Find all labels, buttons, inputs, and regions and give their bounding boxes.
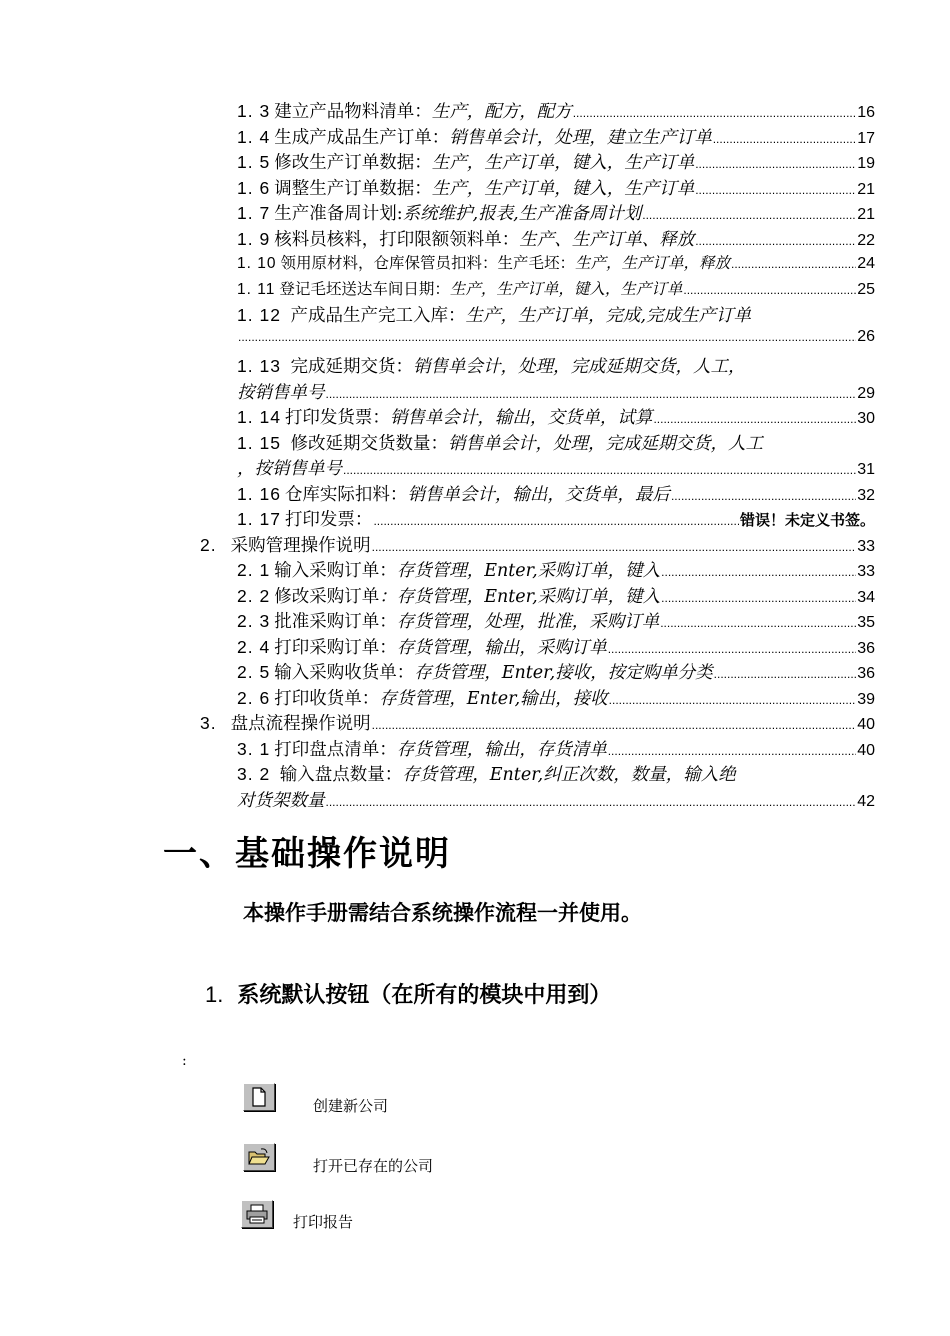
toc-page: 35 <box>857 614 875 631</box>
toc-number: 3. <box>200 713 217 733</box>
toc-leader <box>653 412 856 426</box>
toc-path: 存货管理，Enter,纠正次数，数量，输入绝 <box>402 765 736 785</box>
toc-leader <box>671 489 856 503</box>
toc-label: 打印发货票： <box>284 408 390 428</box>
toc-page: 24 <box>857 255 875 272</box>
toc-label: 输入盘点数量： <box>274 765 403 785</box>
toc-page: 17 <box>857 129 875 147</box>
toc-label: 批准采购订单： <box>274 612 397 632</box>
toc-page: 32 <box>857 486 875 504</box>
toc-leader <box>372 718 857 732</box>
toc-number: 2. 2 <box>237 585 271 606</box>
toc-page: 31 <box>857 461 875 478</box>
toc-entry-2-1[interactable] <box>0 557 950 583</box>
toc-label: 领用原材料，仓库保管员扣料：生产毛坯： <box>280 254 575 272</box>
toc-label: 仓库实际扣料： <box>284 484 408 505</box>
toc-path: ：存货管理，Enter,采购订单，键入 <box>379 586 661 607</box>
toc-label: 盘点流程操作说明 <box>230 714 371 734</box>
toc-page: 34 <box>857 588 875 606</box>
toc-page: 25 <box>857 280 875 298</box>
toc-entry-1-6[interactable] <box>0 175 950 201</box>
toc-label: 输入采购收货单： <box>274 663 415 683</box>
toc-page: 36 <box>857 665 875 682</box>
toc-label: 完成延期交货： <box>284 357 413 377</box>
toc-path: 存货管理，Enter,输出，接收 <box>379 688 608 709</box>
toc-entry-1-10[interactable] <box>0 251 950 277</box>
toc-number: 3. 2 <box>237 764 271 784</box>
toc-page: 33 <box>857 537 875 555</box>
toolbar-label: 创建新公司 <box>313 1097 389 1115</box>
toc-leader <box>714 667 857 681</box>
toc-leader <box>608 642 857 656</box>
toolbar-label: 打开已存在的公司 <box>313 1157 434 1175</box>
toc-label: 登记毛坯送达车间日期： <box>279 279 450 298</box>
section-heading <box>205 978 611 1009</box>
toc-path: 系统维护,报表,生产准备周计划 <box>402 204 642 224</box>
colon-mark: : <box>182 1053 187 1069</box>
toc-leader <box>608 744 857 758</box>
toc-label: 打印发票： <box>284 510 373 530</box>
toc-page: 16 <box>857 104 875 121</box>
section-title: 系统默认按钮（在所有的模块中用到） <box>237 983 612 1008</box>
toc-path-continued: 按销售单号 <box>237 382 325 403</box>
toc-number: 2. 6 <box>237 687 271 708</box>
toc-entry-3-1[interactable] <box>0 736 950 762</box>
toc-label: 修改生产订单数据： <box>274 153 432 173</box>
toc-path: 存货管理，输出，存货清单 <box>396 739 607 760</box>
toc-number: 1. 7 <box>237 203 271 223</box>
toc-number: 2. 4 <box>237 636 271 657</box>
toc-number: 2. 1 <box>237 560 271 580</box>
section-number: 1. <box>205 982 224 1007</box>
toc-entry-2-5[interactable] <box>0 659 950 685</box>
open-folder-icon[interactable] <box>243 1143 275 1171</box>
toc-path: 生产，生产订单，键入，生产订单 <box>431 153 695 173</box>
toc-entry-3-2[interactable] <box>0 761 950 812</box>
toc-path: 销售单会计，输出，交货单，试算 <box>389 408 653 428</box>
toc-number: 1. 9 <box>237 228 271 249</box>
toc-path: 存货管理，Enter,采购订单，键入 <box>396 561 661 581</box>
toc-leader <box>238 330 856 344</box>
toc-leader <box>661 565 856 579</box>
toc-number: 1. 15 <box>237 432 281 453</box>
toc-number: 1. 16 <box>237 483 281 504</box>
toc-entry-2-6[interactable] <box>0 685 950 711</box>
toc-entry-1-9[interactable] <box>0 226 950 252</box>
toc-number: 1. 13 <box>237 356 281 376</box>
toc-path-continued: 对货架数量 <box>237 790 325 811</box>
toc-leader <box>372 540 857 554</box>
toc-entry-1-13[interactable] <box>0 353 950 404</box>
new-document-icon[interactable] <box>243 1083 275 1111</box>
toc-entry-1-7[interactable] <box>0 200 950 226</box>
toc-entry-1-4[interactable] <box>0 124 950 150</box>
toc-path: 生产、生产订单、释放 <box>519 229 695 250</box>
toc-number: 2. 5 <box>237 662 271 682</box>
toc-entry-1-5[interactable] <box>0 149 950 175</box>
toc-number: 1. 6 <box>237 177 271 198</box>
printer-icon[interactable] <box>241 1200 273 1228</box>
toc-leader <box>683 283 856 297</box>
toc-path: 销售单会计，输出，交货单，最后 <box>407 484 670 505</box>
toc-label: 打印采购订单： <box>274 637 397 658</box>
toc-entry-2-3[interactable] <box>0 608 950 634</box>
toc-entry-1-11[interactable] <box>0 277 950 303</box>
toc-path: 存货管理，Enter,接收，按定购单分类 <box>414 663 713 683</box>
toc-number: 1. 14 <box>237 407 281 427</box>
toc-entry-3[interactable] <box>0 710 950 736</box>
toc-path: 生产，生产订单，完成,完成生产订单 <box>465 306 752 326</box>
toc-entry-1-3[interactable] <box>0 98 950 124</box>
toc-number: 1. 5 <box>237 152 271 172</box>
toc-path: 存货管理，输出，采购订单 <box>396 637 607 658</box>
toc-page: 22 <box>857 231 875 249</box>
toc-leader <box>695 183 856 197</box>
toc-entry-1-15[interactable] <box>0 430 950 481</box>
toc-entry-1-12[interactable] <box>0 302 950 353</box>
toc-number: 1. 12 <box>237 305 281 325</box>
toc-label: 修改采购订单 <box>274 586 380 607</box>
intro-text: 本操作手册需结合系统操作流程一并使用。 <box>243 901 642 925</box>
toc-page: 39 <box>857 690 875 708</box>
toc-label: 核料员核料，打印限额领料单： <box>274 229 520 250</box>
toc-leader <box>661 591 856 605</box>
toc-leader <box>713 132 857 146</box>
toc-page: 42 <box>857 792 875 810</box>
toc-page: 33 <box>857 563 875 580</box>
toc-label: 修改延期交货数量： <box>284 433 448 454</box>
toc-leader <box>573 106 857 120</box>
toc-label: 打印盘点清单： <box>274 739 397 760</box>
toc-number: 3. 1 <box>237 738 271 759</box>
toc-number: 2. <box>200 534 217 555</box>
toc-entry-1-14[interactable] <box>0 404 950 430</box>
toc-leader <box>609 693 857 707</box>
toc-number: 1. 17 <box>237 509 281 529</box>
toc-path: 生产，生产订单，键入，生产订单 <box>431 178 695 199</box>
toc-page: 30 <box>857 410 875 427</box>
toc-number: 1. 10 <box>237 255 277 272</box>
toc-path: 生产，生产订单，键入，生产订单 <box>449 279 683 298</box>
toc-error-bookmark: 错误！未定义书签。 <box>739 511 875 529</box>
toc-page: 40 <box>857 716 875 733</box>
toc-entry-2[interactable] <box>0 532 950 558</box>
toolbar-label: 打印报告 <box>293 1213 354 1231</box>
toc-path-continued: ，按销售单号 <box>237 459 342 479</box>
toc-leader <box>642 208 856 222</box>
toc-number: 1. 4 <box>237 126 271 147</box>
toc-page: 40 <box>857 741 875 759</box>
toc-path: 生产，配方，配方 <box>431 102 572 122</box>
toc-leader <box>326 387 857 401</box>
toc-number: 1. 11 <box>237 280 276 298</box>
toc-page: 36 <box>857 639 875 657</box>
toc-path: 销售单会计，处理，完成延期交货，人工， <box>413 357 746 377</box>
toc-entry-1-17[interactable] <box>0 506 950 532</box>
toc-leader <box>695 234 856 248</box>
toc-leader <box>695 157 856 171</box>
toc-page: 21 <box>857 180 875 198</box>
toc-path: 生产，生产订单，释放 <box>575 254 731 272</box>
toc-page: 29 <box>857 384 875 402</box>
toc-entry-2-2[interactable] <box>0 583 950 609</box>
toc-leader <box>373 514 739 528</box>
toc-page: 26 <box>857 327 875 345</box>
toc-number: 1. 3 <box>237 101 271 121</box>
toc-page: 19 <box>857 155 875 172</box>
toc-label: 采购管理操作说明 <box>230 535 371 556</box>
toc-path: 销售单会计，处理，建立生产订单 <box>449 127 712 148</box>
toolbar-item-print <box>241 1195 353 1232</box>
toc-label: 调整生产订单数据： <box>274 178 432 199</box>
toc-label: 生成产成品生产订单： <box>274 127 450 148</box>
toc-entry-1-16[interactable] <box>0 481 950 507</box>
chapter-heading: 一、基础操作说明 <box>163 834 451 874</box>
toc-leader <box>326 795 857 809</box>
toc-page: 21 <box>857 206 875 223</box>
toc-leader <box>343 463 856 477</box>
toc-label: 产成品生产完工入库： <box>284 306 466 326</box>
toc-path: 存货管理，处理，批准，采购订单 <box>396 612 660 632</box>
toolbar-item-open <box>243 1137 433 1176</box>
toc-path: 销售单会计，处理，完成延期交货，人工 <box>448 433 763 454</box>
toc-label: 输入采购订单： <box>274 561 397 581</box>
toc-label: 建立产品物料清单： <box>274 102 432 122</box>
toc-leader <box>660 616 856 630</box>
toc-entry-2-4[interactable] <box>0 634 950 660</box>
toc-label: 生产准备周计划: <box>274 204 403 224</box>
table-of-contents <box>0 98 950 812</box>
toc-label: 打印收货单： <box>274 688 380 709</box>
toolbar-item-new <box>243 1077 388 1116</box>
toc-leader <box>731 257 856 271</box>
toc-number: 2. 3 <box>237 611 271 631</box>
